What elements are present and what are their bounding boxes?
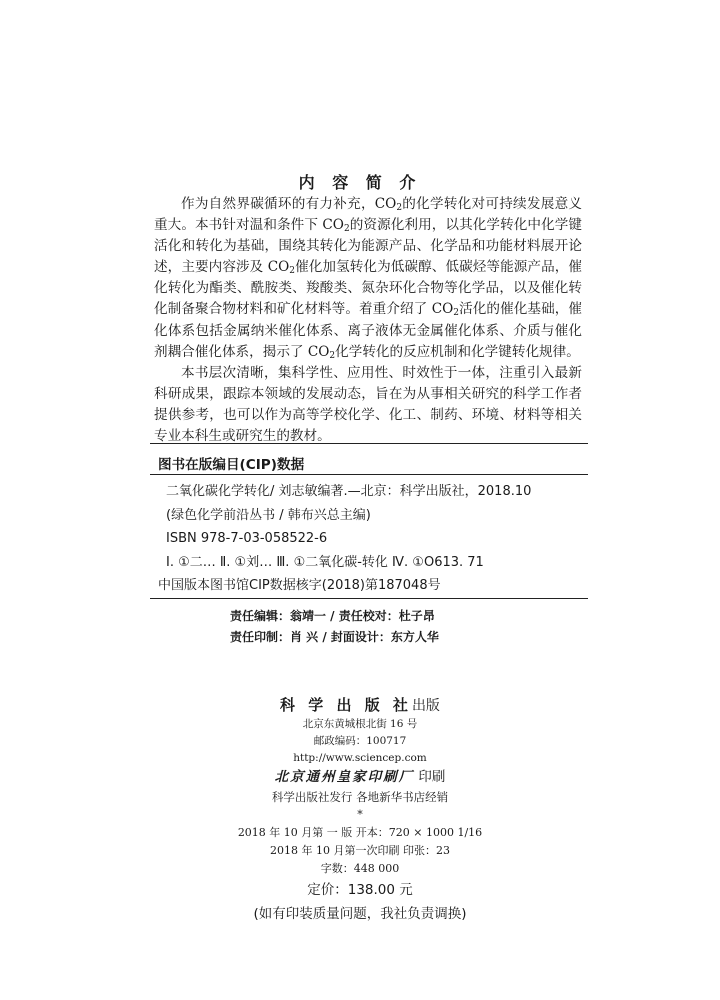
publisher-postcode: 邮政编码：100717 (313, 735, 407, 747)
credits-production-line: 责任印制：肖 兴 / 封面设计：东方人华 (230, 630, 439, 644)
printer-suffix: 印刷 (414, 769, 446, 785)
cip-title-line: 二氧化碳化学转化/ 刘志敏编著.—北京：科学出版社，2018.10 (166, 484, 532, 499)
subscript-9: 2 (329, 350, 336, 361)
subscript-3: 2 (343, 224, 350, 235)
distribution-line: 科学出版社发行 各地新华书店经销 (271, 790, 449, 804)
summary-text-segment-8: 活化的催化基础，催化体系包括金属纳米催化体系、离子液体无金属催化体系、介质与催化剂耦合催化体系，揭示了 CO (154, 301, 582, 360)
subscript-5: 2 (289, 266, 296, 277)
cip-isbn-line: ISBN 978-7-03-058522-6 (166, 531, 328, 546)
summary-text-segment-6: 催化加氢转化为低碳醇、低碳烃等能源产品，催化转化为酯类、酰胺类、羧酸类、氮杂环化合物等化学品，以及催化转化制备聚合物材料和矿化材料等。着重介绍了 CO (154, 259, 583, 318)
summary-text-segment-0: 作为自然界碳循环的有力补充，CO (181, 196, 397, 212)
publisher-address: 北京东黄城根北街 16 号 (302, 718, 418, 730)
printer-line (0, 767, 720, 788)
summary-text-segment-10: 化学转化的反应机制和化学键转化规律。 (335, 343, 580, 360)
cip-record-number: 中国版本图书馆CIP数据核字(2018)第187048号 (158, 578, 441, 593)
subscript-7: 2 (453, 308, 459, 319)
summary-text-segment-4: 的资源化利用，以其化学转化中化学键活化和转化为基础，围绕其转化为能源产品、化学品和功能材料展开论述，主要内容涉及 CO (154, 217, 582, 276)
cip-bottom-divider (150, 598, 588, 599)
page-title: 内 容 简 介 (298, 173, 422, 192)
publisher-url: http://www.sciencep.com (293, 752, 427, 764)
edition-line: 2018 年 10 月第 一 版 开本：720 × 1000 1/16 (237, 826, 483, 839)
cip-heading-divider (150, 474, 588, 475)
printing-line: 2018 年 10 月第一次印刷 印张：23 (270, 844, 450, 857)
publisher-name-line (0, 695, 720, 716)
summary-text-segment-2: 的化学转化对可持续发展意义重大。本书针对温和条件下 CO (154, 196, 583, 234)
publisher-name: 科 学 出 版 社 (280, 696, 412, 714)
quality-notice: (如有印装质量问题，我社负责调换) (253, 906, 467, 922)
summary-paragraph-1 (154, 194, 582, 363)
cip-heading: 图书在版编目(CIP)数据 (158, 457, 305, 473)
printer-name: 北京通州皇家印刷厂 (274, 769, 415, 785)
word-count-line: 字数：448 000 (320, 862, 400, 875)
cip-record (158, 480, 588, 598)
price-line: 定价：138.00 元 (307, 882, 413, 898)
credits-editor-line: 责任编辑：翁靖一 / 责任校对：杜子昂 (230, 609, 435, 623)
separator-star: * (357, 808, 363, 821)
cip-top-divider (150, 443, 588, 444)
cip-series-line: (绿色化学前沿丛书 / 韩布兴总主编) (166, 507, 371, 523)
editorial-credits (230, 606, 439, 648)
summary-paragraph-2: 本书层次清晰，集科学性、应用性、时效性于一体，注重引入最新科研成果，跟踪本领域的发展动态，旨在为从事相关研究的科学工作者提供参考，也可以作为高等学校化学、化工、制药、环境、材料等相关专业本科生或研究生的教材。 (154, 364, 582, 445)
publisher-name-suffix: 出版 (411, 698, 440, 714)
subscript-1: 2 (396, 203, 403, 213)
publication-info (0, 695, 720, 926)
cip-classification-line: Ⅰ. ①二… Ⅱ. ①刘… Ⅲ. ①二氧化碳-转化 Ⅳ. ①O613. 71 (166, 554, 484, 570)
summary-section (154, 194, 582, 447)
